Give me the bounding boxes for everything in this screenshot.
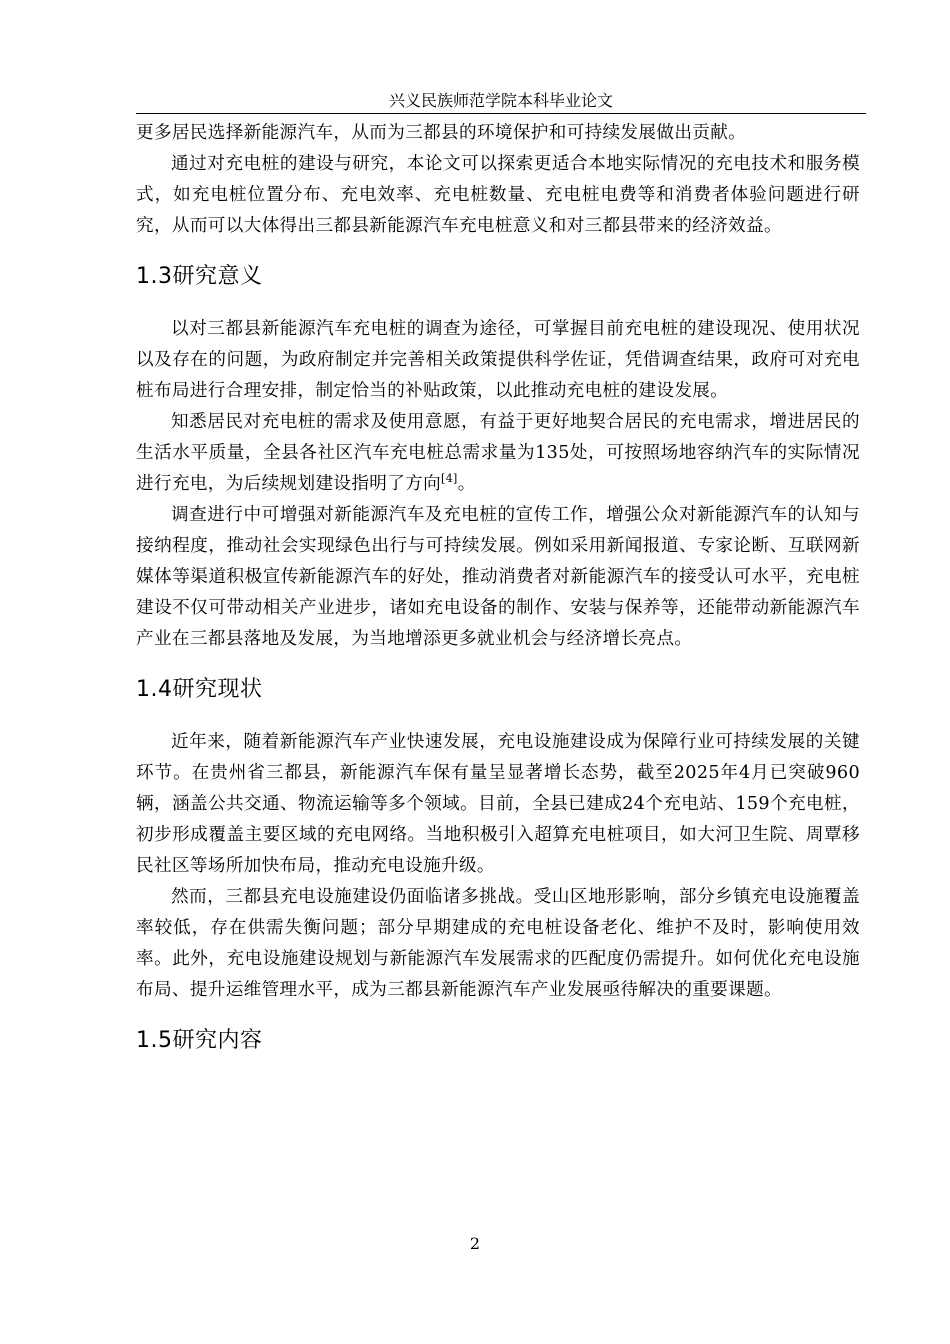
paragraph: 然而，三都县充电设施建设仍面临诸多挑战。受山区地形影响，部分乡镇充电设施覆盖率较低，存在供需失衡问题；部分早期建成的充电桩设备老化、维护不及时，影响使用效率。此外，充电设施建设规划与新能源汽车发展需求的匹配度仍需提升。如何优化充电设施布局、提升运维管理水平，成为三都县新能源汽车产业发展亟待解决的重要课题。 (136, 887, 860, 1000)
paragraph-end: 。 (457, 474, 476, 494)
paragraph: 调查进行中可增强对新能源汽车及充电桩的宣传工作，增强公众对新能源汽车的认知与接纳程度，推动社会实现绿色出行与可持续发展。例如采用新闻报道、专家论断、互联网新媒体等渠道积极宣传新能源汽车的好处，推动消费者对新能源汽车的接受认可水平，充电桩建设不仅可带动相关产业进步，诸如充电设备的制作、安装与保养等，还能带动新能源汽车产业在三都县落地及发展，为当地增添更多就业机会与经济增长亮点。 (136, 505, 860, 649)
paragraph-continued: 更多居民选择新能源汽车，从而为三都县的环境保护和可持续发展做出贡献。 (136, 123, 747, 143)
paragraph: 以对三都县新能源汽车充电桩的调查为途径，可掌握目前充电桩的建设现况、使用状况以及存在的问题，为政府制定并完善相关政策提供科学佐证，凭借调查结果，政府可对充电桩布局进行合理安排，制定恰当的补贴政策，以此推动充电桩的建设发展。 (136, 319, 860, 401)
header-rule (136, 113, 866, 114)
section-heading-1-4: 1.4研究现状 (136, 677, 263, 702)
paragraph-text: 知悉居民对充电桩的需求及使用意愿，有益于更好地契合居民的充电需求，增进居民的生活水平质量，全县各社区汽车充电桩总需求量为135处，可按照场地容纳汽车的实际情况进行充电，为后续规划建设指明了方向 (136, 412, 860, 494)
paragraph: 通过对充电桩的建设与研究，本论文可以探索更适合本地实际情况的充电技术和服务模式，如充电桩位置分布、充电效率、充电桩数量、充电桩电费等和消费者体验问题进行研究，从而可以大体得出三都县新能源汽车充电桩意义和对三都县带来的经济效益。 (136, 154, 860, 236)
paragraph-with-citation (136, 407, 860, 500)
paragraph: 近年来，随着新能源汽车产业快速发展，充电设施建设成为保障行业可持续发展的关键环节。在贵州省三都县，新能源汽车保有量呈显著增长态势，截至2025年4月已突破960辆，涵盖公共交通、物流运输等多个领域。目前，全县已建成24个充电站、159个充电桩，初步形成覆盖主要区域的充电网络。当地积极引入超算充电桩项目，如大河卫生院、周覃移民社区等场所加快布局，推动充电设施升级。 (136, 732, 860, 876)
page-header: 兴义民族师范学院本科毕业论文 (388, 91, 613, 110)
page-number: 2 (469, 1234, 481, 1253)
page-body (136, 118, 860, 1056)
citation-marker: [4] (441, 472, 458, 486)
section-heading-1-3: 1.3研究意义 (136, 264, 263, 289)
section-heading-1-5: 1.5研究内容 (136, 1028, 263, 1053)
